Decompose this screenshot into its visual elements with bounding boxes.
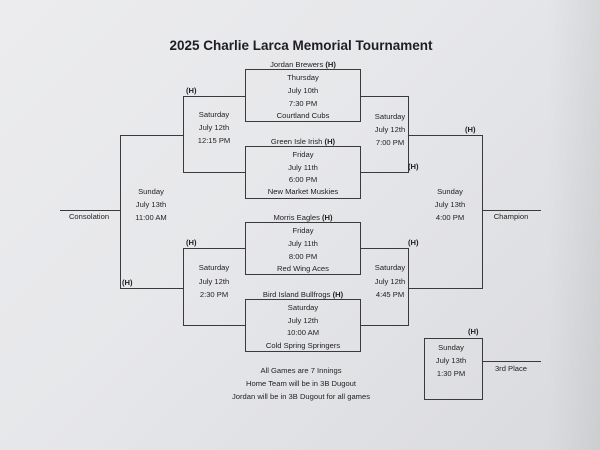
game3-home-team <box>273 214 332 222</box>
game1-home-team-name: Jordan Brewers <box>270 60 324 69</box>
lower-right-time: 4:45 PM <box>375 290 405 299</box>
home-marker: (H) <box>332 290 344 299</box>
upper-left-day: Saturday <box>198 110 230 119</box>
third-place-day: Sunday <box>438 343 464 352</box>
note-innings: All Games are 7 Innings <box>260 366 342 375</box>
game3-day: Friday <box>292 226 314 235</box>
game2-home-team-name: Green Isle Irish <box>270 137 323 146</box>
game4-day: Saturday <box>287 303 319 312</box>
note-home-dugout: Home Team will be in 3B Dugout <box>245 379 357 388</box>
upper-right-home-marker: (H) <box>408 162 419 171</box>
game3-time: 8:00 PM <box>288 252 318 261</box>
game1-home-team <box>270 61 336 69</box>
game2-date: July 11th <box>288 163 318 172</box>
home-marker: (H) <box>325 60 336 69</box>
third-place-home-marker: (H) <box>468 327 479 336</box>
game4-home-team-name: Bird Island Bullfrogs <box>262 290 331 299</box>
upper-left-time: 12:15 PM <box>197 136 231 145</box>
consolation-bracket <box>121 136 184 289</box>
game4-time: 10:00 AM <box>286 328 320 337</box>
lower-right-home-marker: (H) <box>408 238 419 247</box>
lower-right-day: Saturday <box>374 263 406 272</box>
upper-right-day: Saturday <box>374 112 406 121</box>
consolation-day: Sunday <box>138 187 164 196</box>
championship-time: 4:00 PM <box>435 213 465 222</box>
lower-left-date: July 12th <box>198 277 230 286</box>
championship-date: July 13th <box>434 200 466 209</box>
champion-label: Champion <box>493 212 529 221</box>
game1-day: Thursday <box>287 73 319 82</box>
page-title: 2025 Charlie Larca Memorial Tournament <box>169 38 433 53</box>
upper-left-date: July 12th <box>198 123 230 132</box>
game2-home-team <box>271 138 335 146</box>
consolation-label: Consolation <box>68 212 110 221</box>
lower-right-bracket <box>361 249 409 326</box>
championship-day: Sunday <box>437 187 463 196</box>
third-place-date: July 13th <box>435 356 467 365</box>
game4-away-team: Cold Spring Springers <box>265 341 341 350</box>
third-place-label: 3rd Place <box>494 364 528 373</box>
lower-left-day: Saturday <box>198 263 230 272</box>
lower-left-time: 2:30 PM <box>199 290 229 299</box>
game4-date: July 12th <box>287 316 319 325</box>
championship-home-marker: (H) <box>465 125 476 134</box>
game2-away-team: New Market Muskies <box>267 187 339 196</box>
note-jordan-dugout: Jordan will be in 3B Dugout for all games <box>231 392 371 401</box>
game1-away-team: Courtland Cubs <box>276 111 330 120</box>
game1-date: July 10th <box>287 86 319 95</box>
upper-left-home-marker: (H) <box>186 86 197 95</box>
consolation-date: July 13th <box>135 200 167 209</box>
game2-time: 6:00 PM <box>288 175 318 184</box>
third-place-time: 1:30 PM <box>436 369 466 378</box>
home-marker: (H) <box>322 213 333 222</box>
upper-right-bracket <box>361 97 409 173</box>
game3-away-team: Red Wing Aces <box>277 264 329 273</box>
game2-day: Friday <box>292 150 314 159</box>
game3-date: July 11th <box>288 239 318 248</box>
lower-left-home-marker: (H) <box>186 238 197 247</box>
game1-time: 7:30 PM <box>288 99 318 108</box>
home-marker: (H) <box>324 137 336 146</box>
upper-left-bracket <box>184 97 246 173</box>
lower-right-date: July 12th <box>374 277 406 286</box>
upper-right-time: 7:00 PM <box>375 138 405 147</box>
game4-home-team <box>263 291 343 299</box>
consolation-home-marker: (H) <box>122 278 133 287</box>
championship-bracket <box>409 136 483 289</box>
consolation-time: 11:00 AM <box>135 213 167 222</box>
lower-left-bracket <box>184 249 246 326</box>
game3-home-team-name: Morris Eagles <box>273 213 320 222</box>
upper-right-date: July 12th <box>374 125 406 134</box>
